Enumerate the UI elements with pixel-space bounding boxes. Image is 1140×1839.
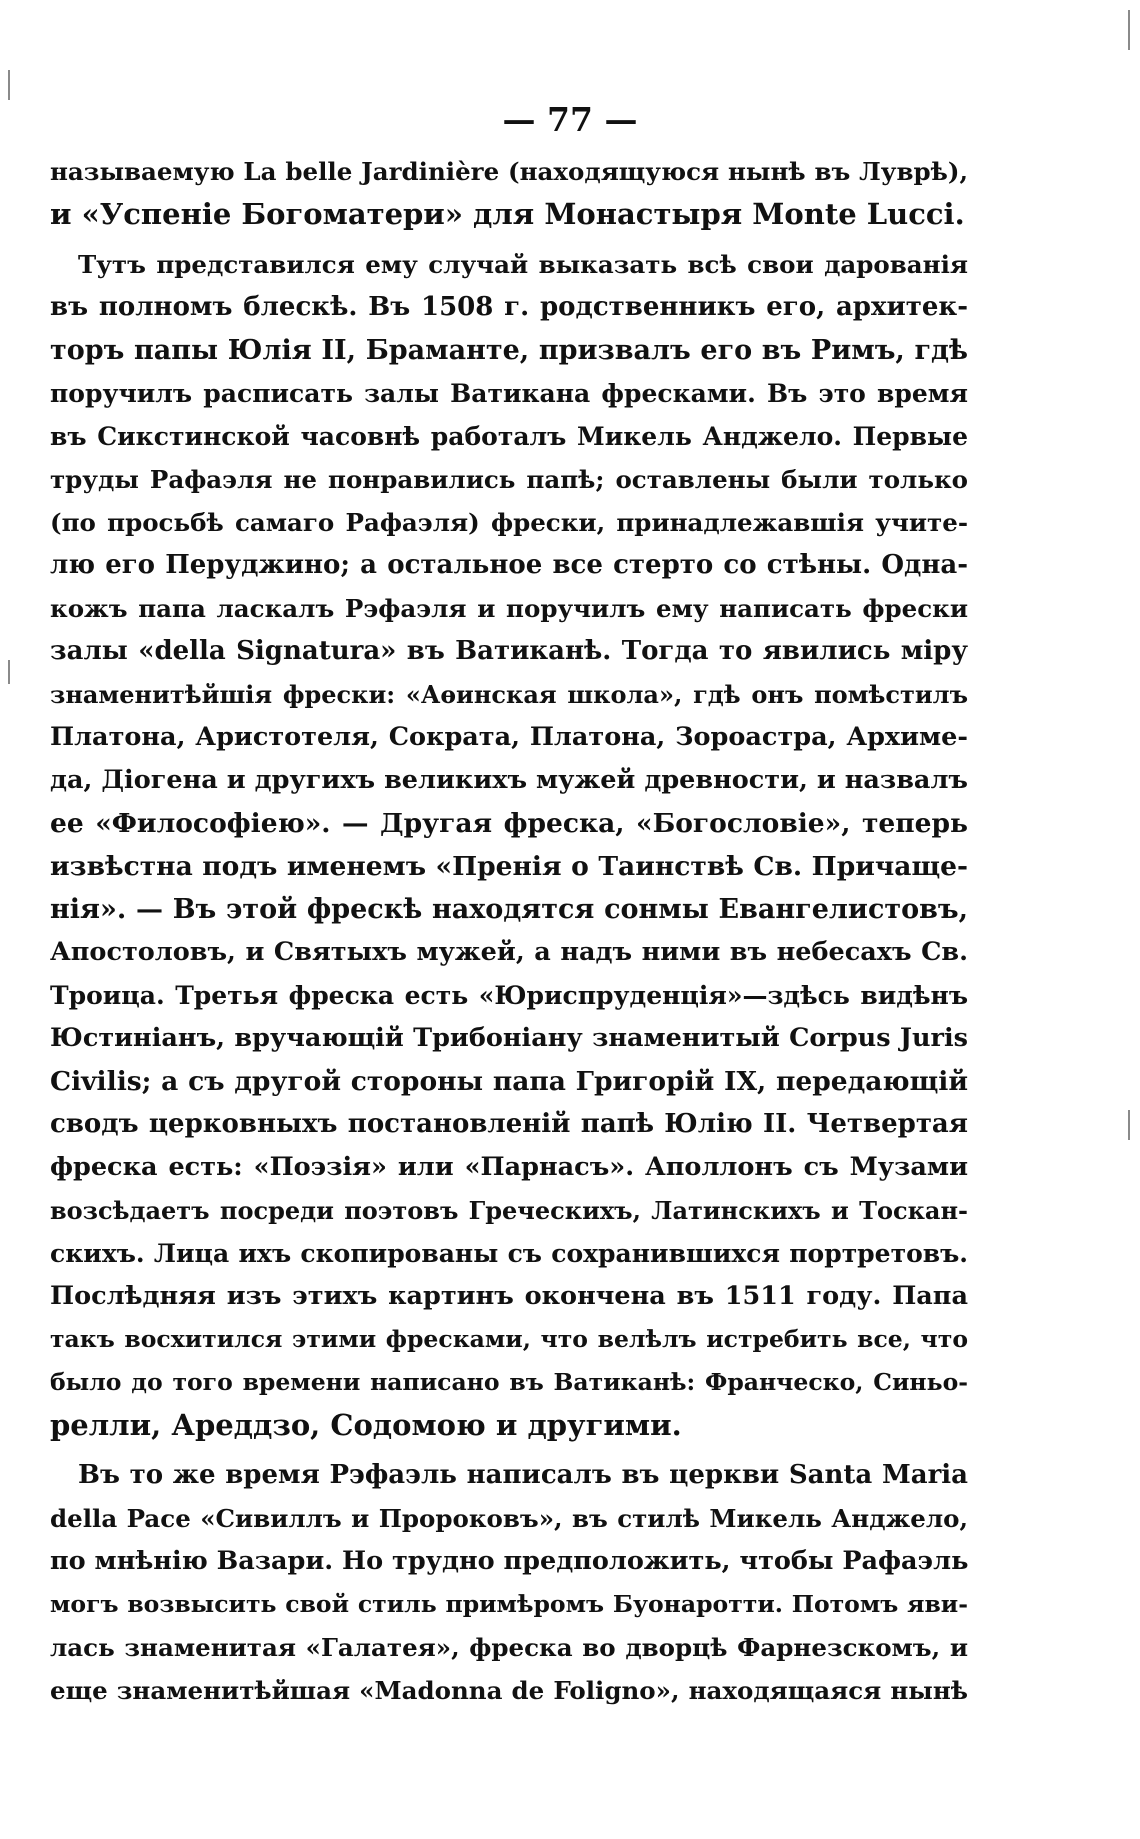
text-line: залы «della Signatura» въ Ватиканѣ. Тогда то явились міру: [50, 636, 968, 666]
text-line: по мнѣнію Вазари. Но трудно предположить, чтобы Рафаэль: [50, 1546, 969, 1576]
page-number: — 77 —: [502, 100, 638, 139]
text-line: въ полномъ блескѣ. Въ 1508 г. родственникъ его, архитек-: [50, 292, 968, 322]
text-line: скихъ. Лица ихъ скопированы съ сохранившихся портретовъ.: [50, 1239, 968, 1268]
text-line: нія». — Въ этой фрескѣ находятся сонмы Евангелистовъ,: [50, 894, 968, 925]
text-line: еще знаменитѣйшая «Madonna de Foligno», находящаяся нынѣ: [50, 1676, 968, 1705]
text-line: Тутъ представился ему случай выказать всѣ свои дарованія: [78, 250, 968, 279]
text-line: релли, Ареддзо, Содомою и другими.: [50, 1408, 682, 1442]
text-line: было до того времени написано въ Ватиканѣ: Франческо, Синьо-: [50, 1368, 968, 1396]
left-margin-mark: [8, 70, 10, 100]
paragraph: [50, 1454, 968, 1712]
paragraph: [50, 243, 968, 1447]
text-line: въ Сикстинской часовнѣ работалъ Микель Анджело. Первые: [50, 422, 968, 451]
text-line: Юстиніанъ, вручающій Трибоніану знаменитый Corpus Juris: [50, 1023, 968, 1053]
text-line: Civilis; а съ другой стороны папа Григорій IX, передающій: [50, 1066, 968, 1097]
text-line: знаменитѣйшія фрески: «Аѳинская школа», гдѣ онъ помѣстилъ: [50, 680, 968, 709]
text-line: Троица. Третья фреска есть «Юриспруденція»—здѣсь видѣнъ: [50, 981, 968, 1010]
paragraph: [50, 150, 968, 236]
text-line: называемую La belle Jardinière (находящуюся нынѣ въ Луврѣ),: [50, 157, 968, 186]
text-line: и «Успеніе Богоматери» для Монастыря Monte Lucci.: [50, 197, 965, 231]
text-line: Послѣдняя изъ этихъ картинъ окончена въ 1511 году. Папа: [50, 1281, 968, 1311]
text-line: (по просьбѣ самаго Рафаэля) фрески, принадлежавшія учите-: [50, 508, 968, 537]
text-line: Платона, Аристотеля, Сократа, Платона, Зороастра, Архиме-: [50, 722, 968, 752]
text-line: кожъ папа ласкалъ Рэфаэля и поручилъ ему написать фрески: [50, 594, 968, 623]
text-line: лась знаменитая «Галатея», фреска во дворцѣ Фарнезскомъ, и: [50, 1633, 968, 1662]
text-line: Въ то же время Рэфаэль написалъ въ церкви Santa Maria: [78, 1460, 968, 1490]
text-line: да, Діогена и другихъ великихъ мужей древности, и назвалъ: [50, 765, 968, 795]
text-line: Апостоловъ, и Святыхъ мужей, а надъ ними въ небесахъ Св.: [50, 937, 968, 967]
text-line: поручилъ расписать залы Ватикана фресками. Въ это время: [50, 379, 968, 408]
text-line: лю его Перуджино; а остальное все стерто со стѣны. Одна-: [50, 550, 968, 580]
right-margin-mark: [1128, 10, 1130, 50]
text-line: ее «Философіею». — Другая фреска, «Богословіе», теперь: [50, 808, 968, 839]
text-line: фреска есть: «Поэзія» или «Парнасъ». Аполлонъ съ Музами: [50, 1152, 968, 1182]
text-line: della Pace «Сивиллъ и Пророковъ», въ стилѣ Микель Анджело,: [50, 1504, 968, 1533]
text-line: возсѣдаетъ посреди поэтовъ Греческихъ, Латинскихъ и Тоскан-: [50, 1196, 968, 1225]
text-line: извѣстна подъ именемъ «Пренія о Таинствѣ Св. Причаще-: [50, 851, 968, 882]
text-line: могъ возвысить свой стиль примѣромъ Буонаротти. Потомъ яви-: [50, 1590, 968, 1618]
right-margin-mark: [1128, 1110, 1130, 1140]
text-line: торъ папы Юлія II, Браманте, призвалъ его въ Римъ, гдѣ: [50, 335, 968, 366]
left-margin-mark: [8, 660, 10, 684]
text-line: труды Рафаэля не понравились папѣ; оставлены были только: [50, 465, 968, 494]
text-line: сводъ церковныхъ постановленій папѣ Юлію II. Четвертая: [50, 1109, 968, 1139]
body-text: [50, 150, 968, 1719]
text-line: такъ восхитился этими фресками, что велѣлъ истребить все, что: [50, 1325, 968, 1353]
